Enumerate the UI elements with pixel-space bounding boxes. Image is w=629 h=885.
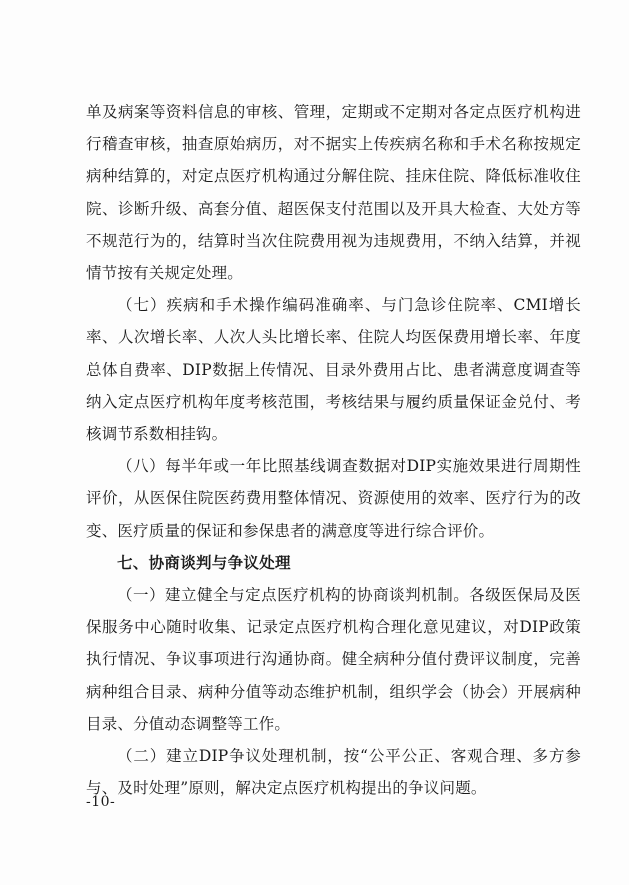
section-heading: 七、协商谈判与争议处理 (117, 553, 291, 572)
document-body (86, 96, 581, 804)
paragraph-item-1: （一）建立健全与定点医疗机构的协商谈判机制。各级医保局及医保服务中心随时收集、记录定点医疗机构合理化意见建议，对DIP政策执行情况、争议事项进行沟通协商。健全病种分值付费评议制度，完善病种组合目录、病种分值等动态维护机制，组织学会（协会）开展病种目录、分值动态调整等工作。 (86, 586, 581, 733)
paragraph-item-2: （二）建立DIP争议处理机制，按“公平公正、客观合理、多方参与、及时处理”原则，解决定点医疗机构提出的争议问题。 (86, 747, 581, 798)
paragraph-audit-continuation: 单及病案等资料信息的审核、管理，定期或不定期对各定点医疗机构进行稽查审核，抽查原始病历，对不据实上传疾病名称和手术名称按规定病种结算的，对定点医疗机构通过分解住院、挂床住院、降低标准收住院、诊断升级、高套分值、超医保支付范围以及开具大检查、大处方等不规范行为的，结算时当次住院费用视为违规费用，不纳入结算，并视情节按有关规定处理。 (86, 103, 581, 283)
page-number: -10- (86, 794, 116, 810)
paragraph-item-8: （八）每半年或一年比照基线调查数据对DIP实施效果进行周期性评价，从医保住院医药费用整体情况、资源使用的效率、医疗行为的改变、医疗质量的保证和参保患者的满意度等进行综合评价。 (86, 457, 581, 540)
paragraph-item-7: （七）疾病和手术操作编码准确率、与门急诊住院率、CMI增长率、人次增长率、人次人头比增长率、住院人均医保费用增长率、年度总体自费率、DIP数据上传情况、目录外费用占比、患者满意度调查等纳入定点医疗机构年度考核范围，考核结果与履约质量保证金兑付、考核调节系数相挂钩。 (86, 296, 581, 444)
